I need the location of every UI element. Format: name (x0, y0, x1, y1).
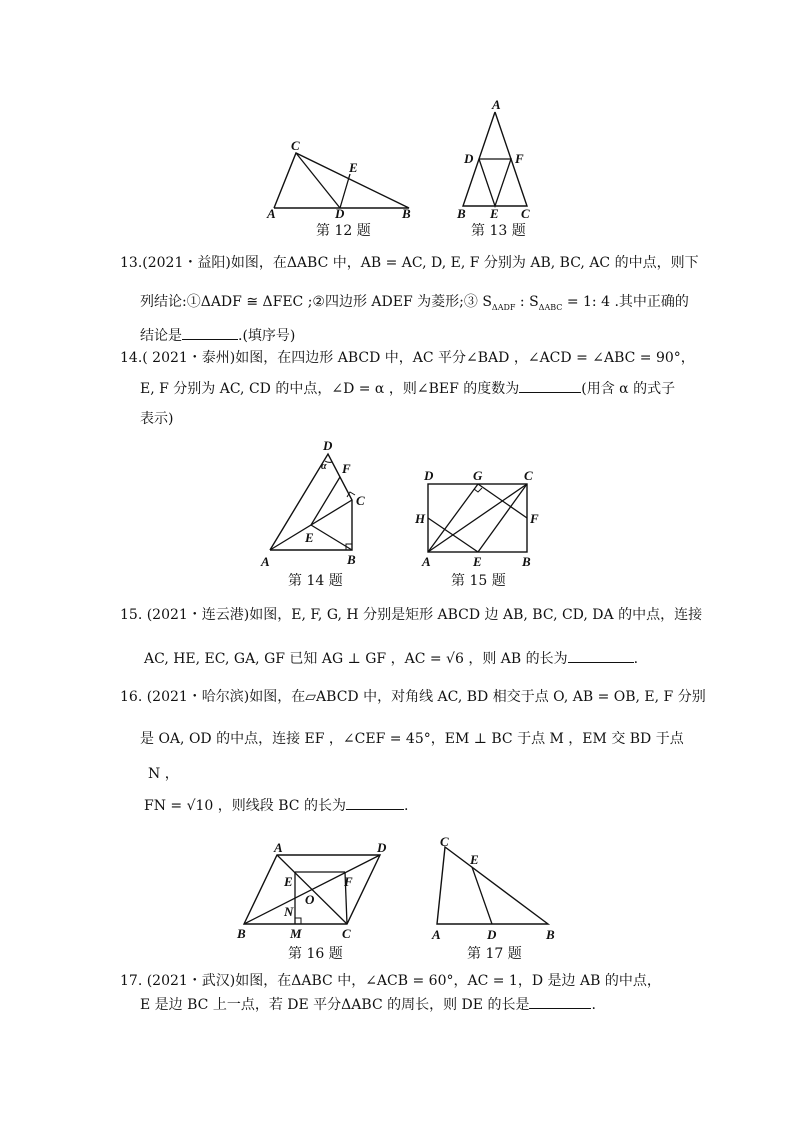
q17-line-2 (140, 996, 596, 1013)
q13-line-1: 13.(2021・益阳)如图，在ΔABC 中，AB = AC, D, E, F 分别为 AB, BC, AC 的中点，则下 (120, 255, 699, 271)
fig17-label-d: D (487, 927, 497, 942)
q16-line-4 (144, 797, 408, 814)
fig12-label-e: E (349, 160, 358, 175)
fig12-label-b: B (402, 206, 411, 221)
fig16-label-m: M (290, 926, 302, 941)
figure-15 (412, 466, 547, 571)
q16-line-4-end: . (403, 798, 409, 814)
q13-answer-blank[interactable] (182, 327, 238, 340)
fig16-label-c: C (342, 926, 351, 941)
figure-12 (262, 136, 422, 221)
fig17-triangle (437, 847, 548, 924)
fig17-label-c: C (440, 834, 449, 849)
fig13-label-d: D (464, 151, 474, 166)
q15-line-2-end: . (633, 651, 639, 667)
fig14-label-c: C (356, 493, 365, 508)
q17-answer-blank[interactable] (529, 996, 591, 1009)
fig17-label-e: E (470, 852, 479, 867)
fig15-segment-ec (478, 484, 527, 552)
figure-16 (232, 838, 392, 946)
fig15-label-b: B (522, 554, 531, 569)
fig14-segment-ef (311, 477, 340, 525)
fig15-label-h: H (415, 511, 426, 526)
fig13-label-e: E (490, 206, 499, 221)
fig15-label-g: G (473, 468, 483, 483)
fig15-segment-ac (428, 484, 527, 552)
q14-answer-blank[interactable] (519, 380, 581, 393)
q13-line-3 (140, 327, 295, 344)
fig13-label-b: B (457, 206, 466, 221)
q16-line-4-text: FN = √10 ，则线段 BC 的长为 (144, 798, 346, 814)
fig16-label-o: O (305, 892, 315, 907)
fig12-caption: 第 12 题 (316, 223, 371, 239)
q13-line-3-text: 结论是 (140, 328, 182, 344)
q13-sub-adf: ΔADF (491, 302, 516, 312)
fig13-label-a: A (492, 97, 501, 112)
fig12-segment-cd (296, 153, 340, 208)
q15-line-2 (144, 650, 638, 667)
q13-line-2 (140, 294, 689, 316)
fig14-label-b: B (347, 552, 356, 567)
fig15-label-f: F (530, 511, 539, 526)
q14-line-2-text: E, F 分别为 AC, CD 的中点，∠D = α ，则∠BEF 的度数为 (140, 381, 520, 397)
fig15-label-c: C (524, 468, 533, 483)
q15-answer-blank[interactable] (568, 650, 634, 663)
fig17-label-a: A (432, 927, 441, 942)
fig14-label-alpha: α (321, 461, 327, 472)
q14-line-3: 表示) (140, 411, 174, 427)
fig14-label-d: D (323, 438, 333, 453)
fig14-label-f: F (342, 461, 351, 476)
fig16-label-b: B (237, 926, 246, 941)
fig16-label-e: E (284, 874, 293, 889)
fig14-label-a: A (261, 554, 270, 569)
figure-14 (255, 436, 370, 571)
q17-line-2-end: . (591, 997, 596, 1013)
figure-13 (455, 96, 540, 221)
q13-line-3-end: .(填序号) (238, 328, 296, 344)
fig17-caption: 第 17 题 (467, 946, 522, 962)
fig12-label-c: C (291, 138, 300, 153)
fig16-label-d: D (377, 840, 387, 855)
q16-answer-blank[interactable] (346, 797, 404, 810)
fig16-right-angle-m (295, 918, 301, 924)
fig14-label-e: E (305, 530, 314, 545)
q13-sub-abc: ΔABC (538, 302, 563, 312)
fig13-caption: 第 13 题 (471, 223, 526, 239)
fig16-label-n: N (284, 904, 294, 919)
q13-ratio-sep: : S (515, 294, 539, 310)
q16-line-3: N ， (148, 766, 179, 782)
fig16-label-f: F (344, 874, 353, 889)
fig17-segment-de (472, 867, 492, 924)
q14-line-1: 14.( 2021・泰州)如图，在四边形 ABCD 中，AC 平分∠BAD ，∠ACD = ∠ABC = 90°， (120, 350, 695, 366)
fig14-caption: 第 14 题 (288, 573, 343, 589)
fig16-label-a: A (274, 840, 283, 855)
figure-17 (430, 833, 560, 945)
q17-line-2-text: E 是边 BC 上一点，若 DE 平分ΔABC 的周长，则 DE 的长是 (140, 997, 530, 1013)
q15-line-1: 15. (2021・连云港)如图，E, F, G, H 分别是矩形 ABCD 边 AB, BC, CD, DA 的中点，连接 (120, 607, 703, 623)
fig13-inner-triangle (479, 159, 511, 206)
fig16-diagonal-bd (244, 855, 380, 924)
fig15-label-a: A (422, 554, 431, 569)
q14-line-2 (140, 380, 675, 397)
fig12-label-d: D (335, 206, 345, 221)
q13-line-2-end: = 1: 4 .其中正确的 (562, 294, 689, 310)
q14-line-2-end: (用含 α 的式子 (581, 381, 676, 397)
fig12-label-a: A (267, 206, 276, 221)
fig17-label-b: B (546, 927, 555, 942)
q13-line-2-text: 列结论:①ΔADF ≅ ΔFEC ;②四边形 ADEF 为菱形;③ S (140, 294, 492, 310)
q15-line-2-text: AC, HE, EC, GA, GF 已知 AG ⊥ GF ，AC = √6 ，则 AB 的长为 (144, 651, 568, 667)
q16-line-2: 是 OA, OD 的中点，连接 EF ，∠CEF = 45°，EM ⊥ BC 于点 M ，EM 交 BD 于点 (140, 731, 684, 747)
fig12-segment-de (340, 174, 350, 208)
fig12-triangle (274, 153, 409, 208)
fig15-label-d: D (424, 468, 434, 483)
fig15-segment-ag (428, 484, 478, 552)
fig15-label-e: E (473, 554, 482, 569)
q16-line-1: 16. (2021・哈尔滨)如图，在▱ABCD 中，对角线 AC, BD 相交于点 O, AB = OB, E, F 分别 (120, 689, 706, 705)
fig13-label-f: F (515, 151, 524, 166)
fig13-label-c: C (521, 206, 530, 221)
q17-line-1: 17. (2021・武汉)如图，在ΔABC 中，∠ACB = 60°，AC = 1，D 是边 AB 的中点， (120, 973, 661, 989)
fig16-caption: 第 16 题 (288, 946, 343, 962)
fig15-caption: 第 15 题 (451, 573, 506, 589)
